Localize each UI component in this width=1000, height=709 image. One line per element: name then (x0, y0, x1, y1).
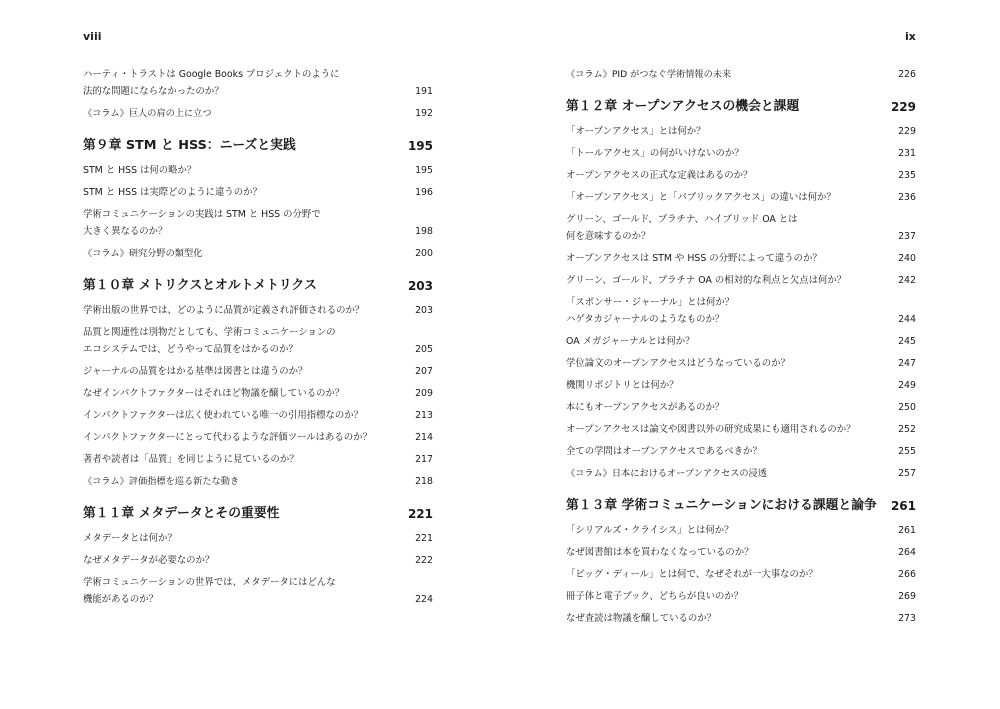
entry-page-number: 203 (415, 305, 433, 316)
entry-page-number: 195 (407, 139, 433, 153)
entry-title-line: ハゲタカジャーナルのようなものか？ (566, 314, 725, 325)
column-note-entry[interactable] (566, 66, 916, 83)
entry-title-line: 学術出版の世界では、どのように品質が定義され評価されるのか？ (83, 305, 365, 316)
entry-title-line: 「ビッグ・ディール」とは何で、なぜそれが一大事なのか？ (566, 569, 818, 580)
entry-title-line: 全ての学問はオープンアクセスであるべきか？ (566, 446, 762, 457)
entry-page-number: 203 (407, 279, 433, 293)
toc-entry[interactable] (566, 167, 916, 184)
entry-title-line: なぜ査読は物議を醸しているのか？ (566, 613, 717, 624)
entry-page-number: 244 (898, 314, 916, 325)
entry-page-number: 240 (898, 253, 916, 264)
entry-title-line: メタデータとは何か？ (83, 533, 177, 544)
entry-page-number: 221 (415, 533, 433, 544)
entry-page-number: 235 (898, 170, 916, 181)
entry-title-line: なぜインパクトファクターはそれほど物議を醸しているのか？ (83, 388, 345, 399)
toc-entry[interactable] (83, 184, 433, 201)
entry-title-line: なぜメタデータが必要なのか？ (83, 555, 215, 566)
toc-entry[interactable] (566, 333, 916, 350)
entry-page-number: 261 (898, 525, 916, 536)
toc-entry[interactable] (566, 211, 916, 245)
entry-page-number: 191 (415, 86, 433, 97)
entry-title-line: 機能があるのか？ (83, 594, 159, 605)
chapter-heading[interactable] (83, 136, 433, 156)
toc-entry[interactable] (83, 552, 433, 569)
toc-entry[interactable] (566, 189, 916, 206)
entry-page-number: 209 (415, 388, 433, 399)
entry-title-line: 品質と関連性は別物だとしても、学術コミュニケーションの (83, 327, 336, 338)
toc-entry[interactable] (566, 123, 916, 140)
entry-title-line: 《コラム》研究分野の類型化 (83, 248, 203, 259)
toc-entry[interactable] (83, 429, 433, 446)
chapter-heading[interactable] (566, 97, 916, 117)
entry-title-line: 《コラム》巨人の肩の上に立つ (83, 108, 212, 119)
entry-page-number: 273 (898, 613, 916, 624)
entry-page-number: 229 (890, 100, 916, 114)
entry-title-line: 「シリアルズ・クライシス」とは何か？ (566, 525, 734, 536)
entry-title-line: 機関リポジトリとは何か？ (566, 380, 679, 391)
toc-entry[interactable] (83, 451, 433, 468)
toc-entry[interactable] (566, 566, 916, 583)
entry-title-line: 《コラム》日本におけるオープンアクセスの浸透 (566, 468, 767, 479)
toc-entry[interactable] (566, 443, 916, 460)
entry-title-line: OA メガジャーナルとは何か？ (566, 336, 695, 347)
toc-entry[interactable] (566, 399, 916, 416)
toc-entry[interactable] (566, 294, 916, 328)
toc-entry[interactable] (566, 355, 916, 372)
toc-entry[interactable] (83, 385, 433, 402)
entry-title-line: STM と HSS は実際どのように違うのか？ (83, 187, 262, 198)
toc-entry[interactable] (566, 588, 916, 605)
entry-title-line: グリーン、ゴールド、プラチナ OA の相対的な利点と欠点は何か？ (566, 275, 847, 286)
entry-title-line: ハーティ・トラストは Google Books プロジェクトのように (83, 69, 340, 80)
entry-title-line: 「スポンサー・ジャーナル」とは何か？ (566, 297, 735, 308)
entry-page-number: 224 (415, 594, 433, 605)
entry-page-number: 221 (407, 507, 433, 521)
entry-page-number: 217 (415, 454, 433, 465)
entry-page-number: 242 (898, 275, 916, 286)
entry-title-line: 「オープンアクセス」とは何か？ (566, 126, 706, 137)
entry-page-number: 252 (898, 424, 916, 435)
toc-entry[interactable] (83, 574, 433, 608)
column-note-entry[interactable] (83, 105, 433, 122)
entry-page-number: 231 (898, 148, 916, 159)
entry-page-number: 249 (898, 380, 916, 391)
chapter-heading[interactable] (83, 504, 433, 524)
page-number-left: viii (83, 30, 102, 43)
toc-entry[interactable] (83, 162, 433, 179)
chapter-heading[interactable] (83, 276, 433, 296)
entry-title-line: 「オープンアクセス」と「パブリックアクセス」の違いは何か？ (566, 192, 836, 203)
column-note-entry[interactable] (83, 245, 433, 262)
entry-page-number: 266 (898, 569, 916, 580)
entry-title-line: ジャーナルの品質をはかる基準は図書とは違うのか？ (83, 366, 308, 377)
entry-title-line: 《コラム》PID がつなぐ学術情報の未来 (566, 69, 732, 80)
toc-entry[interactable] (83, 302, 433, 319)
entry-page-number: 222 (415, 555, 433, 566)
entry-title-line: 第９章 STM と HSS：ニーズと実践 (83, 138, 296, 153)
column-note-entry[interactable] (83, 473, 433, 490)
entry-page-number: 269 (898, 591, 916, 602)
entry-page-number: 205 (415, 344, 433, 355)
toc-column-left (83, 66, 433, 613)
entry-title-line: 法的な問題にならなかったのか？ (83, 86, 224, 97)
page-number-right: ix (905, 30, 916, 43)
entry-page-number: 214 (415, 432, 433, 443)
entry-title-line: グリーン、ゴールド、プラチナ、ハイブリッド OA とは (566, 214, 798, 225)
entry-page-number: 218 (415, 476, 433, 487)
toc-entry[interactable] (566, 250, 916, 267)
entry-title-line: なぜ図書館は本を買わなくなっているのか？ (566, 547, 754, 558)
toc-column-right (566, 66, 916, 632)
entry-page-number: 255 (898, 446, 916, 457)
entry-page-number: 198 (415, 226, 433, 237)
entry-page-number: 250 (898, 402, 916, 413)
entry-page-number: 226 (898, 69, 916, 80)
entry-title-line: 学位論文のオープンアクセスはどうなっているのか？ (566, 358, 790, 369)
entry-title-line: エコシステムでは、どうやって品質をはかるのか？ (83, 344, 298, 355)
entry-page-number: 264 (898, 547, 916, 558)
toc-entry[interactable] (83, 324, 433, 358)
toc-entry[interactable] (566, 272, 916, 289)
toc-entry[interactable] (566, 145, 916, 162)
entry-title-line: 大きく異なるのか？ (83, 226, 168, 237)
entry-page-number: 245 (898, 336, 916, 347)
entry-title-line: オープンアクセスの正式な定義はあるのか？ (566, 170, 753, 181)
entry-page-number: 236 (898, 192, 916, 203)
entry-title-line: 本にもオープンアクセスがあるのか？ (566, 402, 725, 413)
entry-title-line: 第１１章 メタデータとその重要性 (83, 506, 280, 521)
column-note-entry[interactable] (566, 465, 916, 482)
entry-title-line: インパクトファクターは広く使われている唯一の引用指標なのか？ (83, 410, 363, 421)
entry-title-line: 著者や読者は「品質」を同じように見ているのか？ (83, 454, 299, 465)
entry-title-line: オープンアクセスは STM や HSS の分野によって違うのか？ (566, 253, 822, 264)
toc-entry[interactable] (83, 530, 433, 547)
entry-title-line: 第１３章 学術コミュニケーションにおける課題と論争 (566, 498, 877, 513)
chapter-heading[interactable] (566, 496, 916, 516)
entry-title-line: 学術コミュニケーションの実践は STM と HSS の分野で (83, 209, 321, 220)
toc-entry[interactable] (83, 66, 433, 100)
toc-entry[interactable] (83, 407, 433, 424)
entry-title-line: STM と HSS は何の略か？ (83, 165, 197, 176)
entry-title-line: 何を意味するのか？ (566, 231, 651, 242)
entry-page-number: 213 (415, 410, 433, 421)
entry-page-number: 195 (415, 165, 433, 176)
entry-page-number: 261 (890, 499, 916, 513)
entry-page-number: 192 (415, 108, 433, 119)
toc-entry[interactable] (566, 421, 916, 438)
entry-page-number: 229 (898, 126, 916, 137)
entry-title-line: オープンアクセスは論文や図書以外の研究成果にも適用されるのか？ (566, 424, 856, 435)
entry-title-line: 第１２章 オープンアクセスの機会と課題 (566, 99, 800, 114)
entry-title-line: 第１０章 メトリクスとオルトメトリクス (83, 278, 317, 293)
entry-title-line: インパクトファクターにとって代わるような評価ツールはあるのか？ (83, 432, 372, 443)
toc-entry[interactable] (566, 377, 916, 394)
toc-entry[interactable] (83, 363, 433, 380)
entry-page-number: 257 (898, 468, 916, 479)
entry-page-number: 196 (415, 187, 433, 198)
entry-title-line: 冊子体と電子ブック、どちらが良いのか？ (566, 591, 744, 602)
entry-page-number: 200 (415, 248, 433, 259)
toc-entry[interactable] (566, 610, 916, 627)
entry-page-number: 207 (415, 366, 433, 377)
entry-page-number: 237 (898, 231, 916, 242)
toc-entry[interactable] (566, 544, 916, 561)
entry-title-line: 「トールアクセス」の何がいけないのか？ (566, 148, 744, 159)
entry-title-line: 学術コミュニケーションの世界では、メタデータにはどんな (83, 577, 336, 588)
toc-entry[interactable] (566, 522, 916, 539)
toc-entry[interactable] (83, 206, 433, 240)
entry-page-number: 247 (898, 358, 916, 369)
entry-title-line: 《コラム》評価指標を巡る新たな動き (83, 476, 240, 487)
